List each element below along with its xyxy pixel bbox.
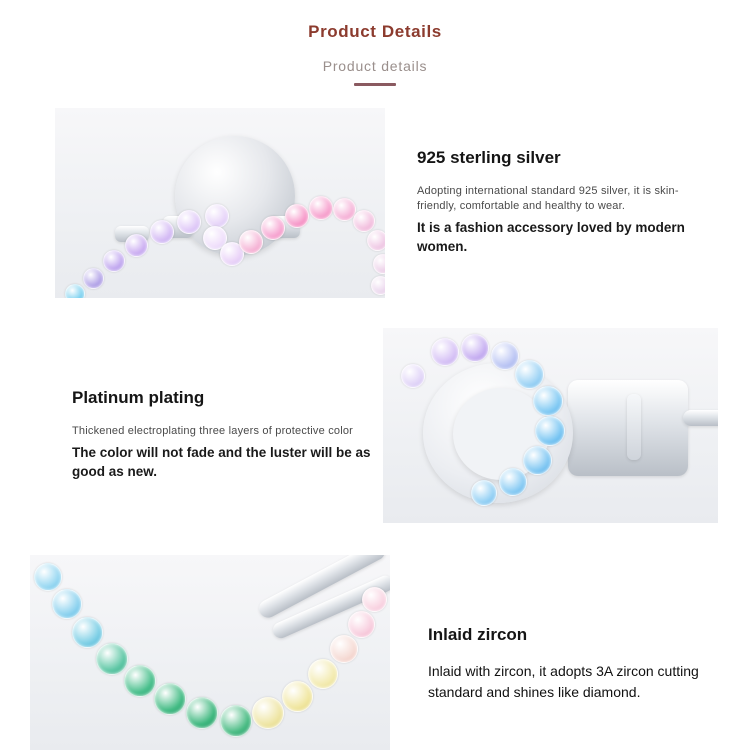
maintext-sterling-silver: It is a fashion accessory loved by modern women. [417,219,685,255]
subtext-platinum-plating: Thickened electroplating three layers of protective color [72,425,354,437]
subtext-sterling-silver: Adopting international standard 925 silver, it is skin-friendly, comfortable and healthy to wear. [417,185,679,212]
headline-sterling-silver: 925 sterling silver [417,148,561,167]
product-image-platinum-plating [383,328,718,523]
section-sterling-silver [0,108,750,298]
copy-inlaid-zircon [390,555,750,703]
product-image-sterling-silver [55,108,385,298]
maintext-platinum-plating: The color will not fade and the luster will be as good as new. [72,444,371,480]
product-image-inlaid-zircon [30,555,390,750]
headline-inlaid-zircon: Inlaid zircon [428,625,528,644]
copy-platinum-plating [0,328,383,482]
title-divider [354,83,396,86]
maintext-inlaid-zircon: Inlaid with zircon, it adopts 3A zircon cutting standard and shines like diamond. [428,663,699,700]
page-title: Product Details [308,22,442,41]
page-subtitle: Product details [322,58,428,74]
headline-platinum-plating: Platinum plating [72,388,205,407]
page-header [0,0,750,86]
section-inlaid-zircon [0,555,750,750]
section-platinum-plating [0,328,750,523]
copy-sterling-silver [385,108,750,257]
